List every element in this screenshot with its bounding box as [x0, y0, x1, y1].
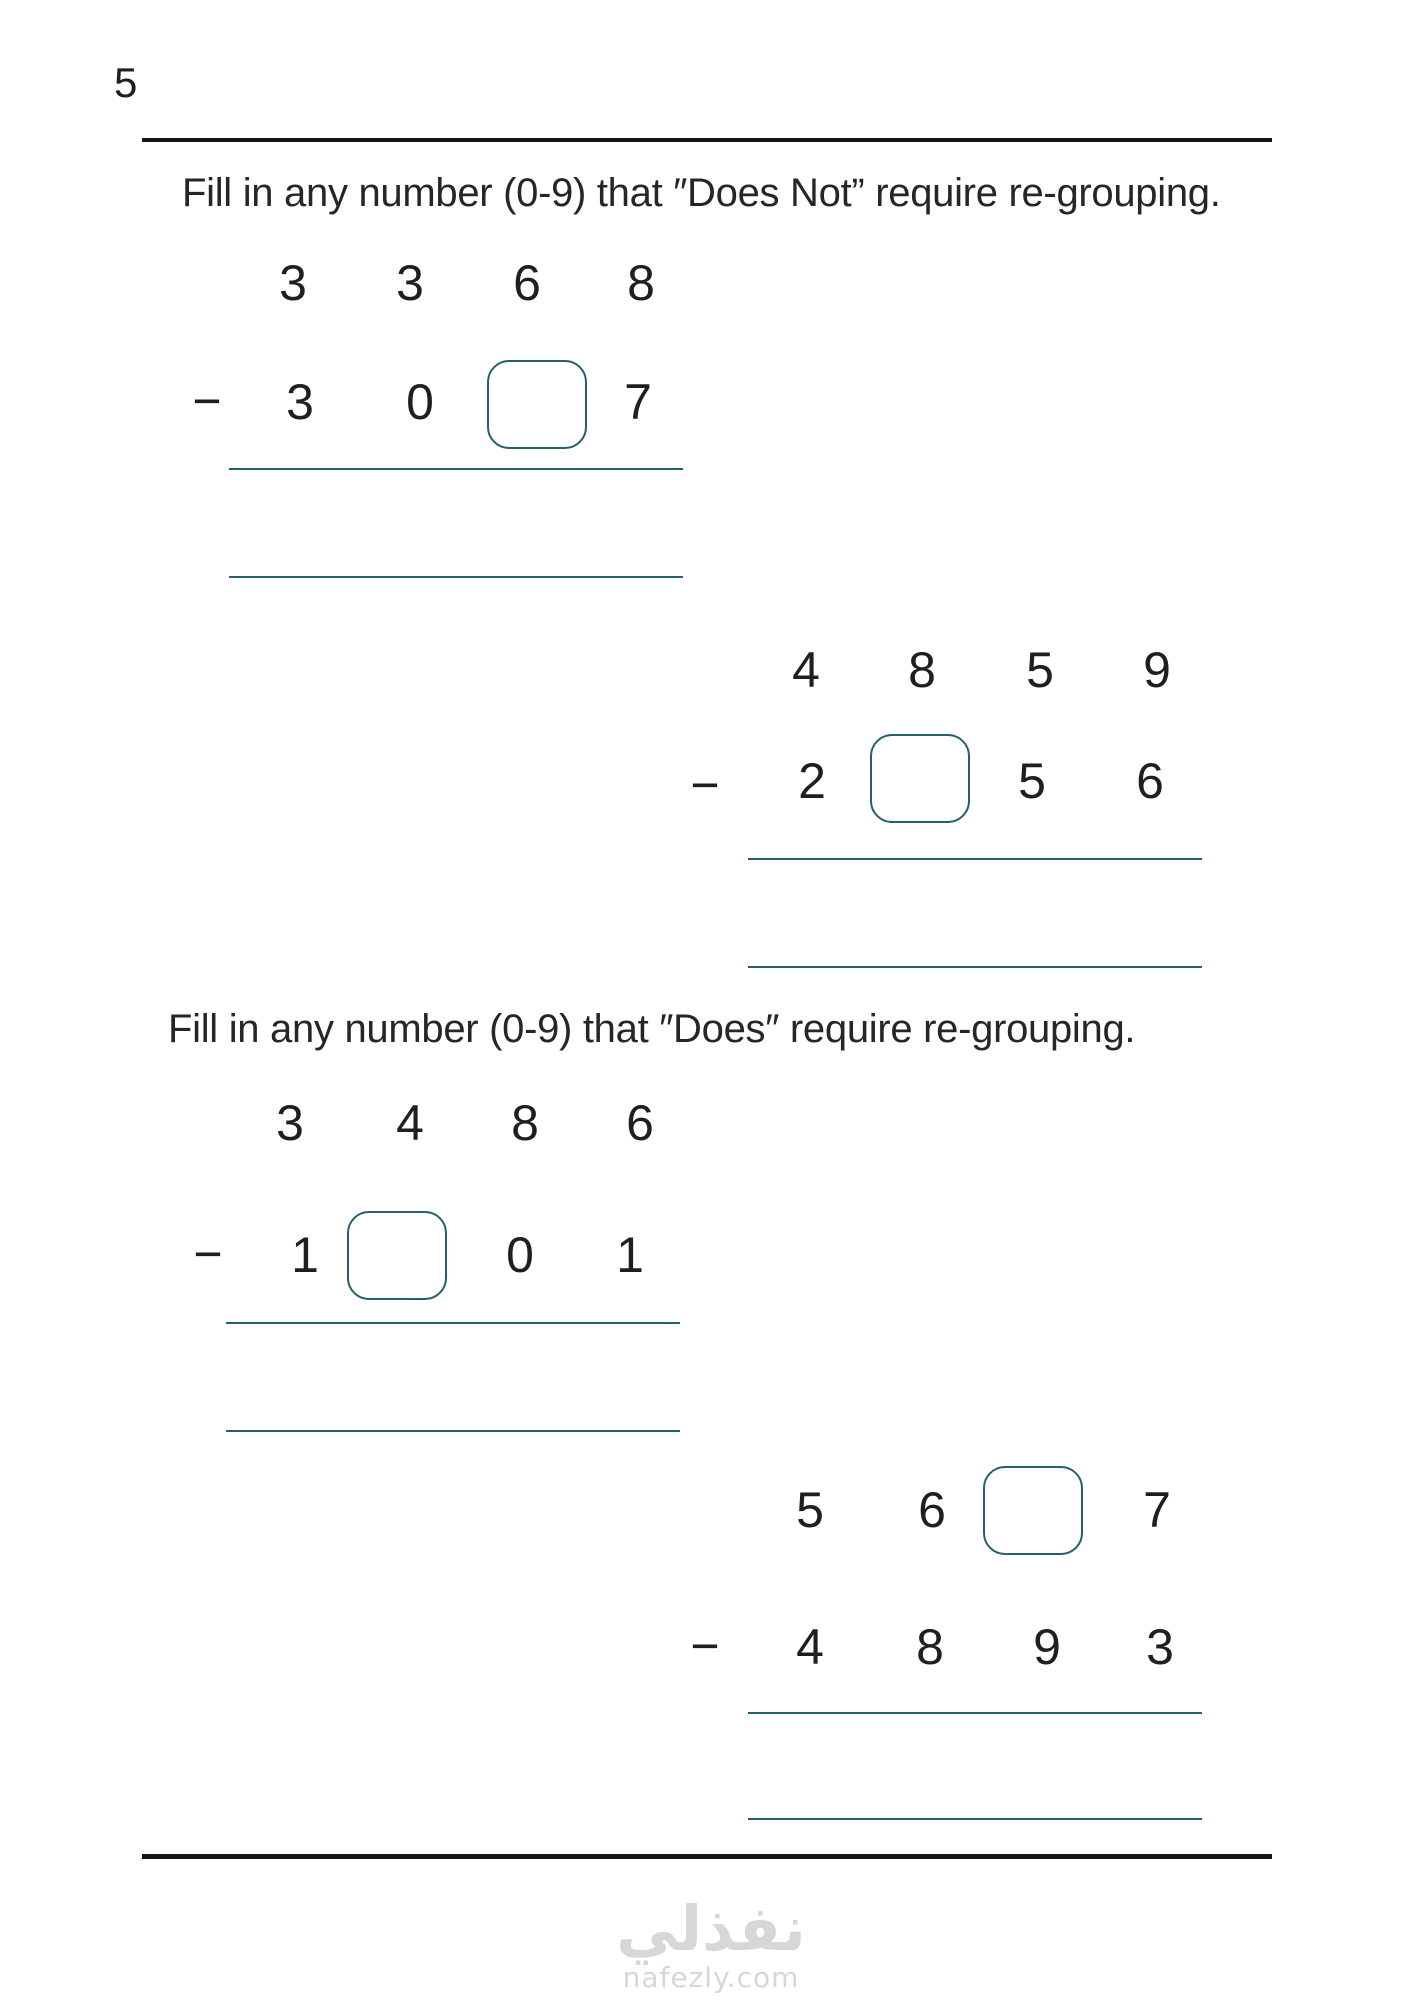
minus-sign: − [690, 757, 720, 813]
p1-subtrahend-digit: 3 [286, 374, 314, 430]
p3-subtrahend-digit: 1 [616, 1227, 644, 1283]
minus-sign: − [690, 1618, 720, 1674]
p2-answer-line[interactable] [748, 966, 1202, 968]
p1-minuend-digit: 6 [513, 255, 541, 311]
p2-subtrahend-digit: 6 [1136, 753, 1164, 809]
p1-subtrahend-digit: 0 [406, 374, 434, 430]
bottom-rule [142, 1854, 1272, 1859]
p4-fill-box[interactable] [983, 1466, 1083, 1555]
p2-subtrahend-digit: 5 [1018, 753, 1046, 809]
p3-subtrahend-digit: 0 [506, 1227, 534, 1283]
p4-subtrahend-digit: 8 [916, 1619, 944, 1675]
p3-minuend-digit: 8 [511, 1095, 539, 1151]
p1-answer-line[interactable] [229, 468, 683, 470]
p1-subtrahend-digit: 7 [624, 374, 652, 430]
p2-minuend-digit: 9 [1143, 642, 1171, 698]
p2-minuend-digit: 8 [908, 642, 936, 698]
p3-subtrahend-digit: 1 [291, 1227, 319, 1283]
p3-minuend-digit: 3 [276, 1095, 304, 1151]
p1-minuend-digit: 3 [279, 255, 307, 311]
p2-minuend-digit: 5 [1026, 642, 1054, 698]
p1-answer-line[interactable] [229, 576, 683, 578]
p4-subtrahend-digit: 3 [1146, 1619, 1174, 1675]
p4-answer-line[interactable] [748, 1818, 1202, 1820]
p3-answer-line[interactable] [226, 1322, 680, 1324]
nafezly-site-text: nafezly.com [622, 1961, 800, 1994]
instruction-no-regroup: Fill in any number (0-9) that ″Does Not” require re-grouping. [182, 171, 1221, 215]
minus-sign: − [193, 1226, 223, 1282]
page-number: 5 [114, 59, 138, 106]
p4-subtrahend-digit: 4 [796, 1619, 824, 1675]
p3-minuend-digit: 4 [396, 1095, 424, 1151]
p4-minuend-digit: 7 [1143, 1482, 1171, 1538]
p4-subtrahend-digit: 9 [1033, 1619, 1061, 1675]
p1-minuend-digit: 8 [627, 255, 655, 311]
p4-minuend-digit: 6 [918, 1482, 946, 1538]
p2-subtrahend-digit: 2 [798, 753, 826, 809]
p3-minuend-digit: 6 [626, 1095, 654, 1151]
instruction-regroup: Fill in any number (0-9) that ″Does″ require re-grouping. [168, 1007, 1136, 1051]
p3-answer-line[interactable] [226, 1430, 680, 1432]
p1-minuend-digit: 3 [396, 255, 424, 311]
p4-minuend-digit: 5 [796, 1482, 824, 1538]
p2-answer-line[interactable] [748, 858, 1202, 860]
top-rule [142, 138, 1272, 142]
nafezly-logo: نفذلي [616, 1892, 806, 1965]
p3-fill-box[interactable] [347, 1211, 447, 1300]
minus-sign: − [192, 373, 222, 429]
p4-answer-line[interactable] [748, 1712, 1202, 1714]
p2-minuend-digit: 4 [792, 642, 820, 698]
p2-fill-box[interactable] [870, 734, 970, 823]
p1-fill-box[interactable] [487, 360, 587, 449]
